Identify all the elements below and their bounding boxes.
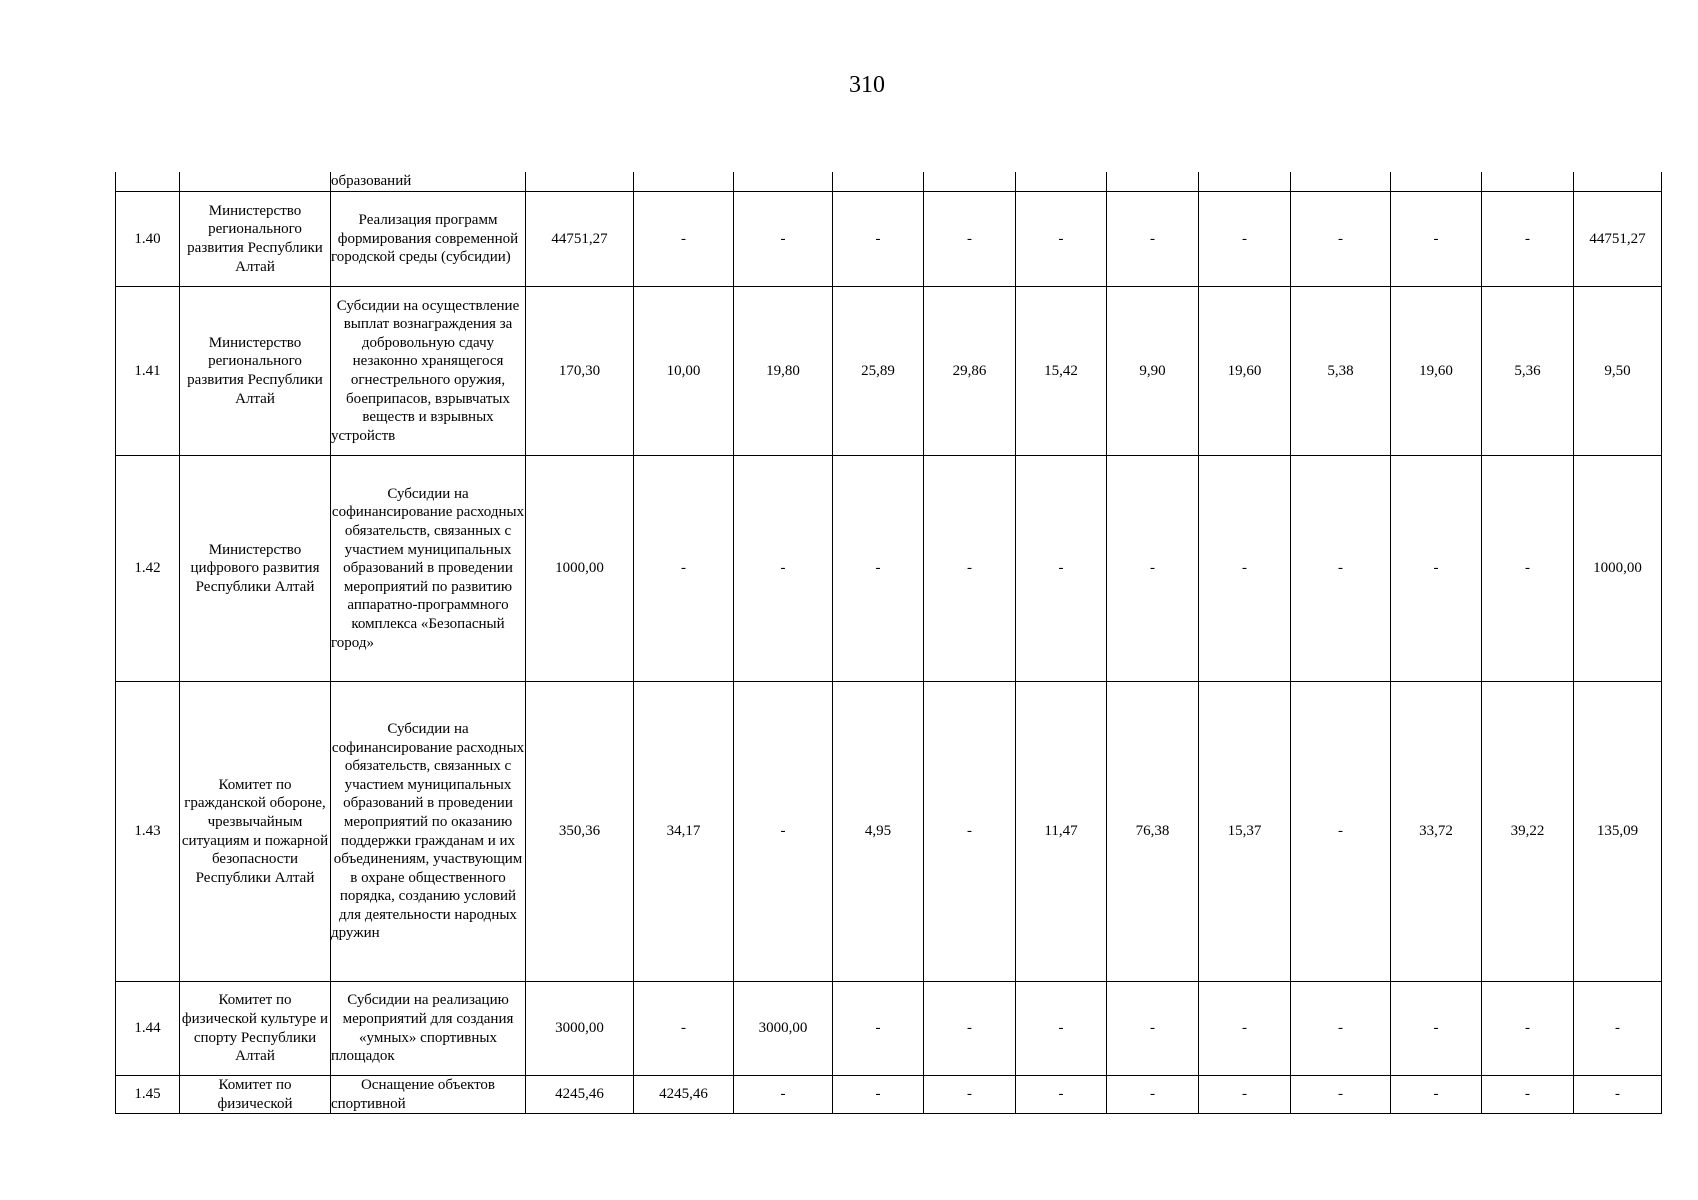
cell-value: - bbox=[1016, 456, 1107, 682]
cell-value: 19,60 bbox=[1199, 287, 1291, 456]
cell-value: - bbox=[1016, 192, 1107, 287]
cell-value: 3000,00 bbox=[734, 982, 833, 1076]
cell-description: Оснащение объектов спортивной bbox=[331, 1076, 526, 1114]
cell-value: - bbox=[833, 456, 924, 682]
cell-value: - bbox=[833, 192, 924, 287]
cell-value: 34,17 bbox=[634, 682, 734, 982]
cell-value: 15,37 bbox=[1199, 682, 1291, 982]
cell-description: Реализация программ формирования современной городской среды (субсидии) bbox=[331, 192, 526, 287]
cell-value: - bbox=[1291, 1076, 1391, 1114]
cell-value: 19,80 bbox=[734, 287, 833, 456]
cell-value: - bbox=[1574, 982, 1662, 1076]
cell-value: - bbox=[924, 682, 1016, 982]
cell-agency: Комитет по физической bbox=[180, 1076, 331, 1114]
cell-value: - bbox=[634, 192, 734, 287]
cell-value: 4245,46 bbox=[634, 1076, 734, 1114]
table-row bbox=[116, 1076, 1662, 1114]
cell-agency: Министерство регионального развития Республики Алтай bbox=[180, 287, 331, 456]
cell-agency: Министерство регионального развития Республики Алтай bbox=[180, 192, 331, 287]
cell-value: - bbox=[1482, 456, 1574, 682]
cell-description: Субсидии на софинансирование расходных обязательств, связанных с участием муниципальных образований в проведении мероприятий по развитию аппаратно-программного комплекса «Безопасный город» bbox=[331, 456, 526, 682]
cell-description: Субсидии на реализацию мероприятий для создания «умных» спортивных площадок bbox=[331, 982, 526, 1076]
cell-value: - bbox=[734, 682, 833, 982]
table-row bbox=[116, 982, 1662, 1076]
cell-value: 76,38 bbox=[1107, 682, 1199, 982]
cell-value: - bbox=[1291, 192, 1391, 287]
cell-value: - bbox=[1199, 982, 1291, 1076]
cell-value: 4245,46 bbox=[526, 1076, 634, 1114]
cell-num: 1.41 bbox=[116, 287, 180, 456]
cell-value: - bbox=[924, 982, 1016, 1076]
page-number: 310 bbox=[849, 72, 885, 98]
cell-value: - bbox=[1291, 456, 1391, 682]
cell-num bbox=[116, 172, 180, 192]
cell-value: - bbox=[1482, 1076, 1574, 1114]
cell-value: 44751,27 bbox=[526, 192, 634, 287]
cell-num: 1.42 bbox=[116, 456, 180, 682]
cell-value: - bbox=[1199, 456, 1291, 682]
cell-value: 10,00 bbox=[634, 287, 734, 456]
cell-agency: Комитет по гражданской обороне, чрезвычайным ситуациям и пожарной безопасности Республики Алтай bbox=[180, 682, 331, 982]
cell-value: 15,42 bbox=[1016, 287, 1107, 456]
cell-num: 1.40 bbox=[116, 192, 180, 287]
cell-value: - bbox=[1291, 982, 1391, 1076]
cell-value: - bbox=[1574, 1076, 1662, 1114]
cell-value: 1000,00 bbox=[526, 456, 634, 682]
table-row-continuation bbox=[116, 172, 1662, 192]
table-row bbox=[116, 192, 1662, 287]
cell-description: образований bbox=[331, 172, 526, 192]
cell-value: - bbox=[1291, 682, 1391, 982]
cell-description: Субсидии на софинансирование расходных обязательств, связанных с участием муниципальных образований в проведении мероприятий по оказанию поддержки гражданам и их объединениям, участвующим в охране общественного порядка, созданию условий для деятельности народных дружин bbox=[331, 682, 526, 982]
cell-value: 3000,00 bbox=[526, 982, 634, 1076]
cell-value: - bbox=[1107, 192, 1199, 287]
cell-value: - bbox=[1107, 982, 1199, 1076]
cell-value: 4,95 bbox=[833, 682, 924, 982]
cell-value: 135,09 bbox=[1574, 682, 1662, 982]
cell-num: 1.43 bbox=[116, 682, 180, 982]
cell-value: - bbox=[734, 1076, 833, 1114]
table-row bbox=[116, 682, 1662, 982]
cell-value: 1000,00 bbox=[1574, 456, 1662, 682]
cell-num: 1.45 bbox=[116, 1076, 180, 1114]
cell-value: - bbox=[924, 192, 1016, 287]
cell-value: - bbox=[1482, 192, 1574, 287]
cell-value: - bbox=[1391, 192, 1482, 287]
cell-agency bbox=[180, 172, 331, 192]
cell-value: - bbox=[833, 1076, 924, 1114]
cell-value: 33,72 bbox=[1391, 682, 1482, 982]
cell-value: - bbox=[1391, 456, 1482, 682]
cell-value: - bbox=[734, 456, 833, 682]
cell-agency: Министерство цифрового развития Республики Алтай bbox=[180, 456, 331, 682]
cell-value: 9,90 bbox=[1107, 287, 1199, 456]
cell-value: - bbox=[1199, 192, 1291, 287]
cell-num: 1.44 bbox=[116, 982, 180, 1076]
cell-value: 5,36 bbox=[1482, 287, 1574, 456]
cell-value: - bbox=[734, 192, 833, 287]
cell-value: - bbox=[1016, 1076, 1107, 1114]
cell-value: - bbox=[1016, 982, 1107, 1076]
cell-value: - bbox=[833, 982, 924, 1076]
budget-table bbox=[115, 172, 1662, 1114]
cell-value: 44751,27 bbox=[1574, 192, 1662, 287]
cell-value: - bbox=[1391, 1076, 1482, 1114]
cell-value: 9,50 bbox=[1574, 287, 1662, 456]
table-row bbox=[116, 287, 1662, 456]
cell-agency: Комитет по физической культуре и спорту Республики Алтай bbox=[180, 982, 331, 1076]
cell-value: - bbox=[1199, 1076, 1291, 1114]
cell-value: - bbox=[1107, 1076, 1199, 1114]
cell-value: - bbox=[634, 982, 734, 1076]
cell-value: - bbox=[1482, 982, 1574, 1076]
cell-value: - bbox=[924, 456, 1016, 682]
cell-value: 5,38 bbox=[1291, 287, 1391, 456]
cell-value: - bbox=[1391, 982, 1482, 1076]
cell-value: - bbox=[924, 1076, 1016, 1114]
cell-value: 25,89 bbox=[833, 287, 924, 456]
cell-description: Субсидии на осуществление выплат вознаграждения за добровольную сдачу незаконно хранящегося огнестрельного оружия, боеприпасов, взрывчатых веществ и взрывных устройств bbox=[331, 287, 526, 456]
table-row bbox=[116, 456, 1662, 682]
cell-value: - bbox=[634, 456, 734, 682]
cell-value: - bbox=[1107, 456, 1199, 682]
cell-value: 170,30 bbox=[526, 287, 634, 456]
cell-value: 11,47 bbox=[1016, 682, 1107, 982]
cell-value: 350,36 bbox=[526, 682, 634, 982]
cell-value: 19,60 bbox=[1391, 287, 1482, 456]
cell-value: 29,86 bbox=[924, 287, 1016, 456]
cell-value: 39,22 bbox=[1482, 682, 1574, 982]
